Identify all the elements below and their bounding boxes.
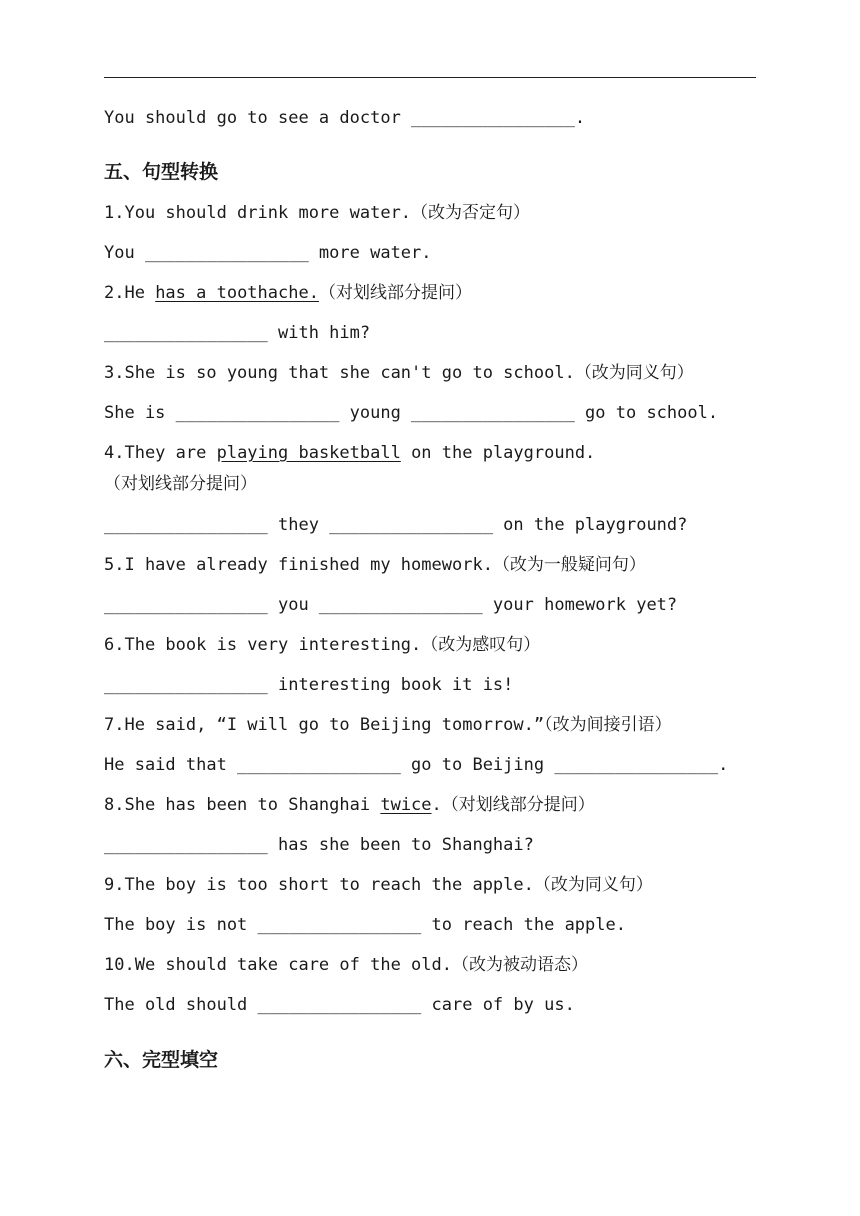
question-5	[104, 554, 646, 576]
question-10-text: 10.We should take care of the old.	[104, 955, 452, 975]
answer-6: ________________ interesting book it is!	[104, 675, 514, 695]
answer-7: He said that ________________ go to Beijing ________________.	[104, 755, 729, 775]
answer-10: The old should ________________ care of by us.	[104, 995, 575, 1015]
question-9	[104, 874, 653, 896]
question-4	[104, 438, 744, 500]
question-6	[104, 634, 540, 656]
question-8-underlined: twice	[380, 795, 432, 815]
question-9-text: 9.The boy is too short to reach the apple.	[104, 875, 534, 895]
question-8-text: 8.She has been to Shanghai	[104, 795, 381, 815]
answer-2: ________________ with him?	[104, 323, 371, 343]
answer-8: ________________ has she been to Shanghai?	[104, 835, 534, 855]
section-6-heading: 六、完型填空	[104, 1049, 219, 1071]
question-5-text: 5.I have already finished my homework.	[104, 555, 493, 575]
question-10	[104, 954, 588, 976]
question-8-instruction: （对划线部分提问）	[441, 795, 595, 815]
question-8	[104, 794, 595, 816]
answer-9: The boy is not ________________ to reach the apple.	[104, 915, 626, 935]
question-3-instruction: （改为同义句）	[574, 363, 694, 383]
previous-answer-text: You should go to see a doctor	[104, 108, 412, 128]
question-7-text: 7.He said, “I will go to Beijing tomorrow.”	[104, 715, 545, 735]
header-rule	[104, 77, 756, 78]
question-2-text: 2.He	[104, 283, 156, 303]
question-9-instruction: （改为同义句）	[533, 875, 653, 895]
answer-1: You ________________ more water.	[104, 243, 432, 263]
question-7-instruction: （改为间接引语）	[544, 715, 672, 735]
question-7	[104, 714, 672, 736]
answer-4: ________________ they ________________ on the playground?	[104, 515, 688, 535]
question-2-instruction: （对划线部分提问）	[318, 283, 472, 303]
question-4-text: 4.They are	[104, 443, 217, 463]
question-5-instruction: （改为一般疑问句）	[492, 555, 646, 575]
question-2	[104, 282, 472, 304]
question-1-text: 1.You should drink more water.	[104, 203, 412, 223]
question-1	[104, 202, 530, 224]
previous-answer-line	[104, 107, 585, 129]
section-5-heading: 五、句型转换	[104, 161, 219, 183]
answer-5: ________________ you ________________ your homework yet?	[104, 595, 678, 615]
question-3	[104, 362, 694, 384]
question-2-underlined: has a toothache.	[155, 283, 319, 303]
question-4-underlined: playing basketball	[216, 443, 401, 463]
previous-answer-end: .	[574, 108, 586, 128]
answer-3: She is ________________ young ________________ go to school.	[104, 403, 719, 423]
question-4-instruction: （对划线部分提问）	[104, 474, 257, 494]
question-1-instruction: （改为否定句）	[411, 203, 531, 223]
question-6-text: 6.The book is very interesting.	[104, 635, 422, 655]
question-4-text-end: on the playground.	[400, 443, 596, 463]
question-3-text: 3.She is so young that she can't go to school.	[104, 363, 575, 383]
answer-blank: ________________	[411, 108, 575, 128]
question-6-instruction: （改为感叹句）	[421, 635, 541, 655]
question-10-instruction: （改为被动语态）	[452, 955, 588, 975]
question-8-text-end: .	[431, 795, 442, 815]
